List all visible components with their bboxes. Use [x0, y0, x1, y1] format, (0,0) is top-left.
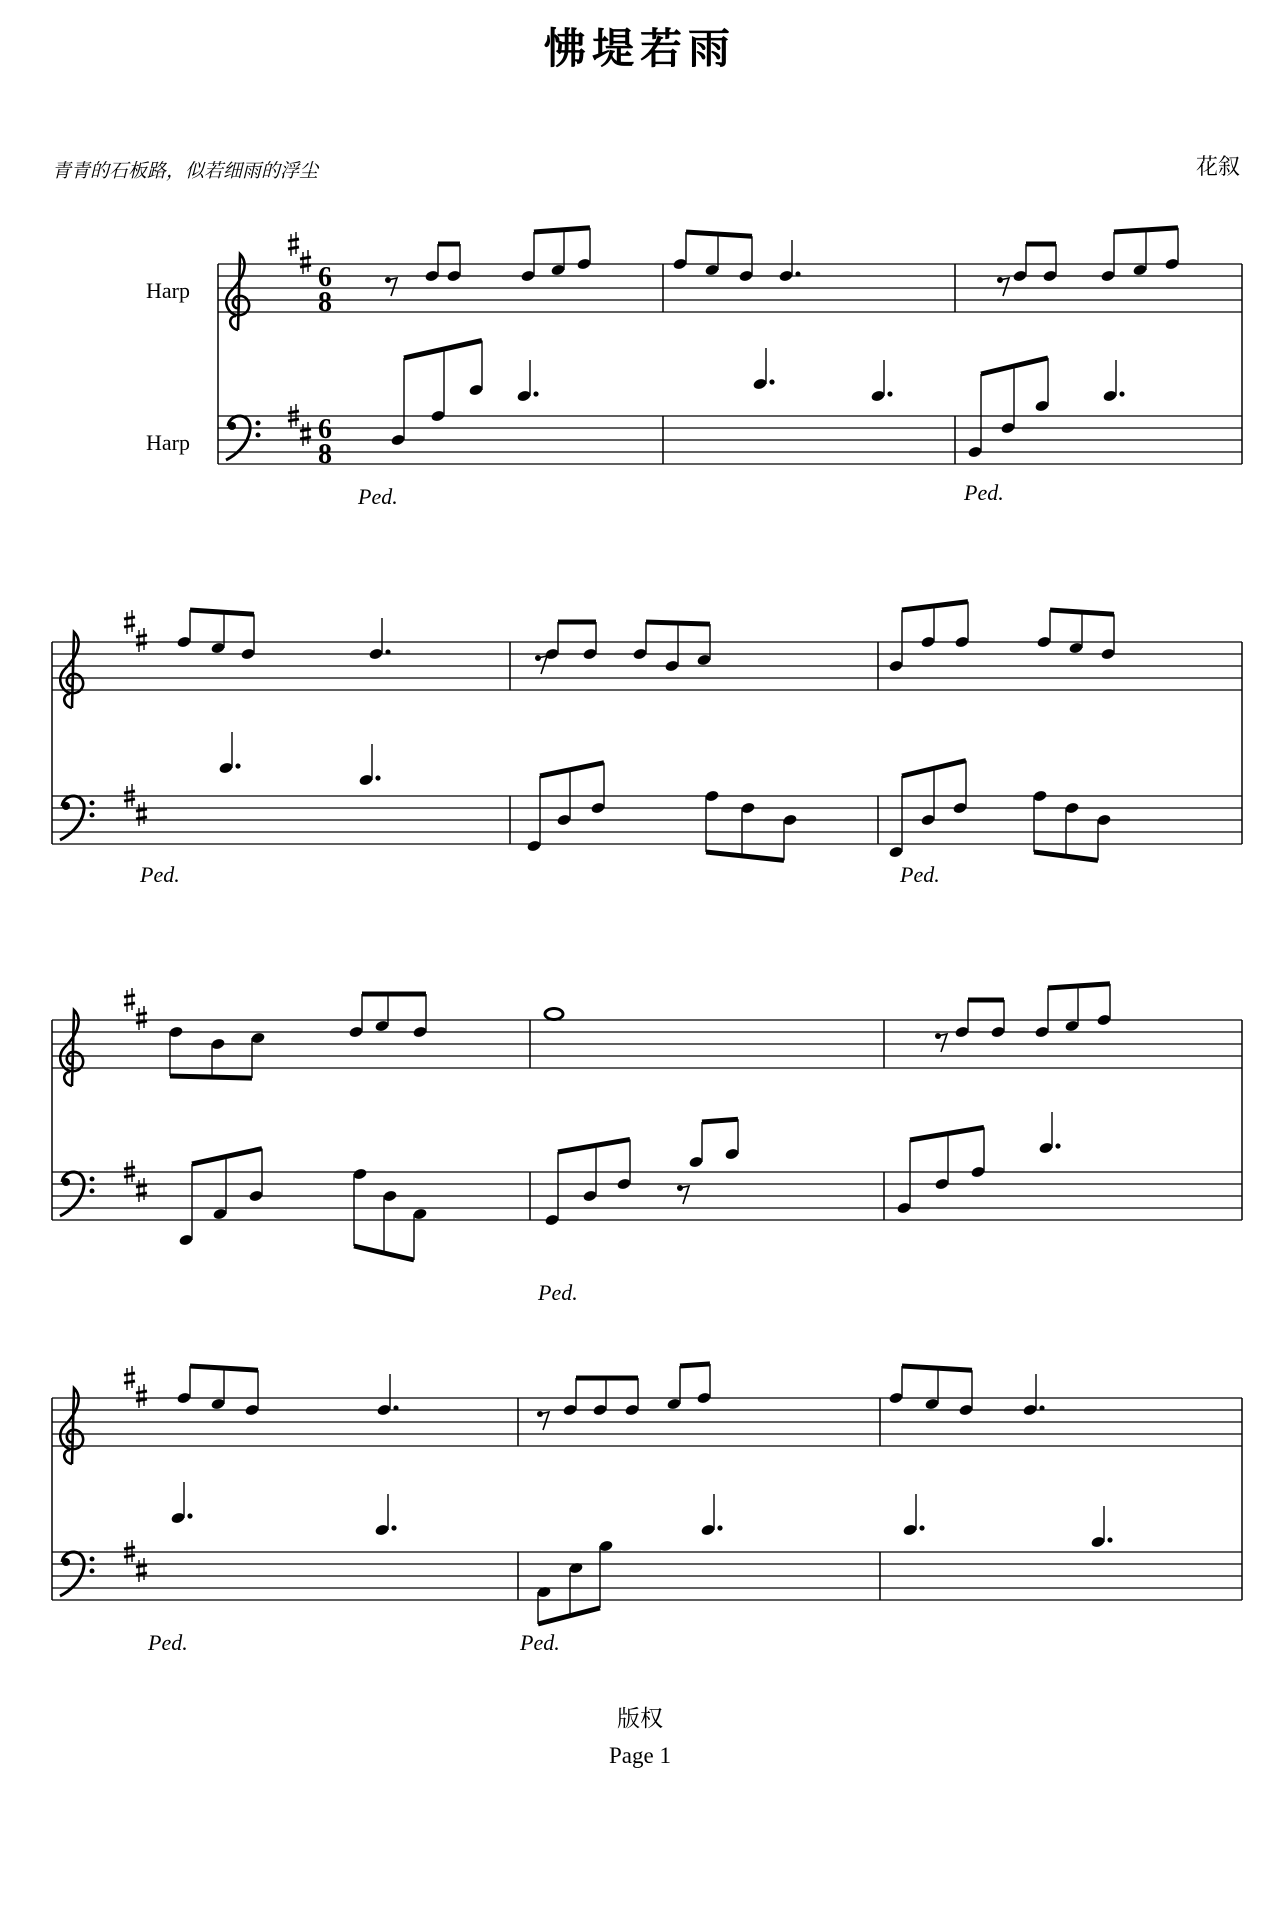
pedal-mark: Ped. — [140, 862, 180, 887]
note-beam — [538, 1608, 600, 1624]
note-beam — [1050, 610, 1114, 614]
augmentation-dot — [375, 775, 380, 780]
time-signature-denominator: 8 — [318, 439, 332, 470]
sharp-icon — [136, 1178, 147, 1202]
time-signature-denominator: 8 — [318, 287, 332, 318]
instrument-label-treble: Harp — [146, 278, 190, 303]
pedal-mark: Ped. — [538, 1280, 578, 1305]
staff — [52, 796, 1242, 844]
bass-clef-icon — [60, 1172, 95, 1216]
sharp-icon — [136, 628, 147, 652]
instrument-label-bass: Harp — [146, 430, 190, 455]
sharp-icon — [288, 232, 299, 256]
augmentation-dot — [391, 1525, 396, 1530]
augmentation-dot — [187, 1513, 192, 1518]
augmentation-dot — [1107, 1537, 1112, 1542]
sharp-icon — [124, 988, 135, 1012]
treble-clef-icon — [60, 1388, 83, 1464]
augmentation-dot — [795, 271, 800, 276]
eighth-rest-icon — [997, 277, 1009, 296]
note-beam — [190, 1366, 258, 1370]
staff — [218, 264, 1242, 312]
note-beam — [190, 610, 254, 614]
sharp-icon — [300, 250, 311, 274]
staff — [218, 416, 1242, 464]
augmentation-dot — [385, 649, 390, 654]
note-beam — [192, 1149, 262, 1164]
whole-note — [545, 1009, 563, 1020]
staff — [52, 1172, 1242, 1220]
note-beam — [1114, 228, 1178, 232]
augmentation-dot — [1055, 1143, 1060, 1148]
augmentation-dot — [393, 1405, 398, 1410]
note-beam — [702, 1119, 738, 1122]
eighth-rest-icon — [677, 1185, 689, 1204]
bass-clef-icon — [226, 416, 261, 460]
note-beam — [404, 341, 482, 359]
note-beam — [170, 1076, 252, 1078]
sharp-icon — [300, 422, 311, 446]
augmentation-dot — [235, 763, 240, 768]
pedal-mark: Ped. — [520, 1630, 560, 1655]
augmentation-dot — [1039, 1405, 1044, 1410]
augmentation-dot — [769, 379, 774, 384]
note-beam — [902, 1366, 972, 1370]
note-beam — [902, 602, 968, 610]
sharp-icon — [124, 1366, 135, 1390]
note-beam — [646, 622, 710, 624]
augmentation-dot — [919, 1525, 924, 1530]
time-signature-numerator: 6 — [318, 414, 332, 445]
staff — [52, 1020, 1242, 1068]
sharp-icon — [136, 1384, 147, 1408]
pedal-mark: Ped. — [900, 862, 940, 887]
pedal-mark: Ped. — [358, 484, 398, 509]
note-beam — [910, 1127, 984, 1140]
note-beam — [534, 228, 590, 232]
sharp-icon — [136, 1558, 147, 1582]
sharp-icon — [136, 1006, 147, 1030]
treble-clef-icon — [226, 254, 249, 330]
note-beam — [680, 1364, 710, 1366]
score-subtitle: 青青的石板路，似若细雨的浮尘 — [52, 160, 319, 182]
bass-clef-icon — [60, 796, 95, 840]
note-beam — [686, 232, 752, 236]
page-number: Page 1 — [609, 1743, 671, 1768]
augmentation-dot — [1119, 391, 1124, 396]
augmentation-dot — [533, 391, 538, 396]
pedal-mark: Ped. — [148, 1630, 188, 1655]
staff — [52, 1552, 1242, 1600]
eighth-rest-icon — [537, 1411, 549, 1430]
eighth-rest-icon — [385, 277, 397, 296]
staff — [52, 642, 1242, 690]
note-beam — [558, 1139, 630, 1152]
bass-clef-icon — [60, 1552, 95, 1596]
note-beam — [1048, 984, 1110, 988]
time-signature-numerator: 6 — [318, 262, 332, 293]
note-beam — [706, 852, 784, 860]
treble-clef-icon — [60, 1010, 83, 1086]
sharp-icon — [136, 802, 147, 826]
composer: 花叙 — [1195, 155, 1240, 180]
copyright: 版权 — [617, 1706, 663, 1732]
staff — [52, 1398, 1242, 1446]
augmentation-dot — [717, 1525, 722, 1530]
eighth-rest-icon — [935, 1033, 947, 1052]
treble-clef-icon — [60, 632, 83, 708]
augmentation-dot — [887, 391, 892, 396]
pedal-mark: Ped. — [964, 480, 1004, 505]
eighth-rest-icon — [535, 655, 547, 674]
sharp-icon — [124, 610, 135, 634]
score-title: 怫堤若雨 — [543, 24, 736, 73]
note-beam — [540, 763, 604, 776]
